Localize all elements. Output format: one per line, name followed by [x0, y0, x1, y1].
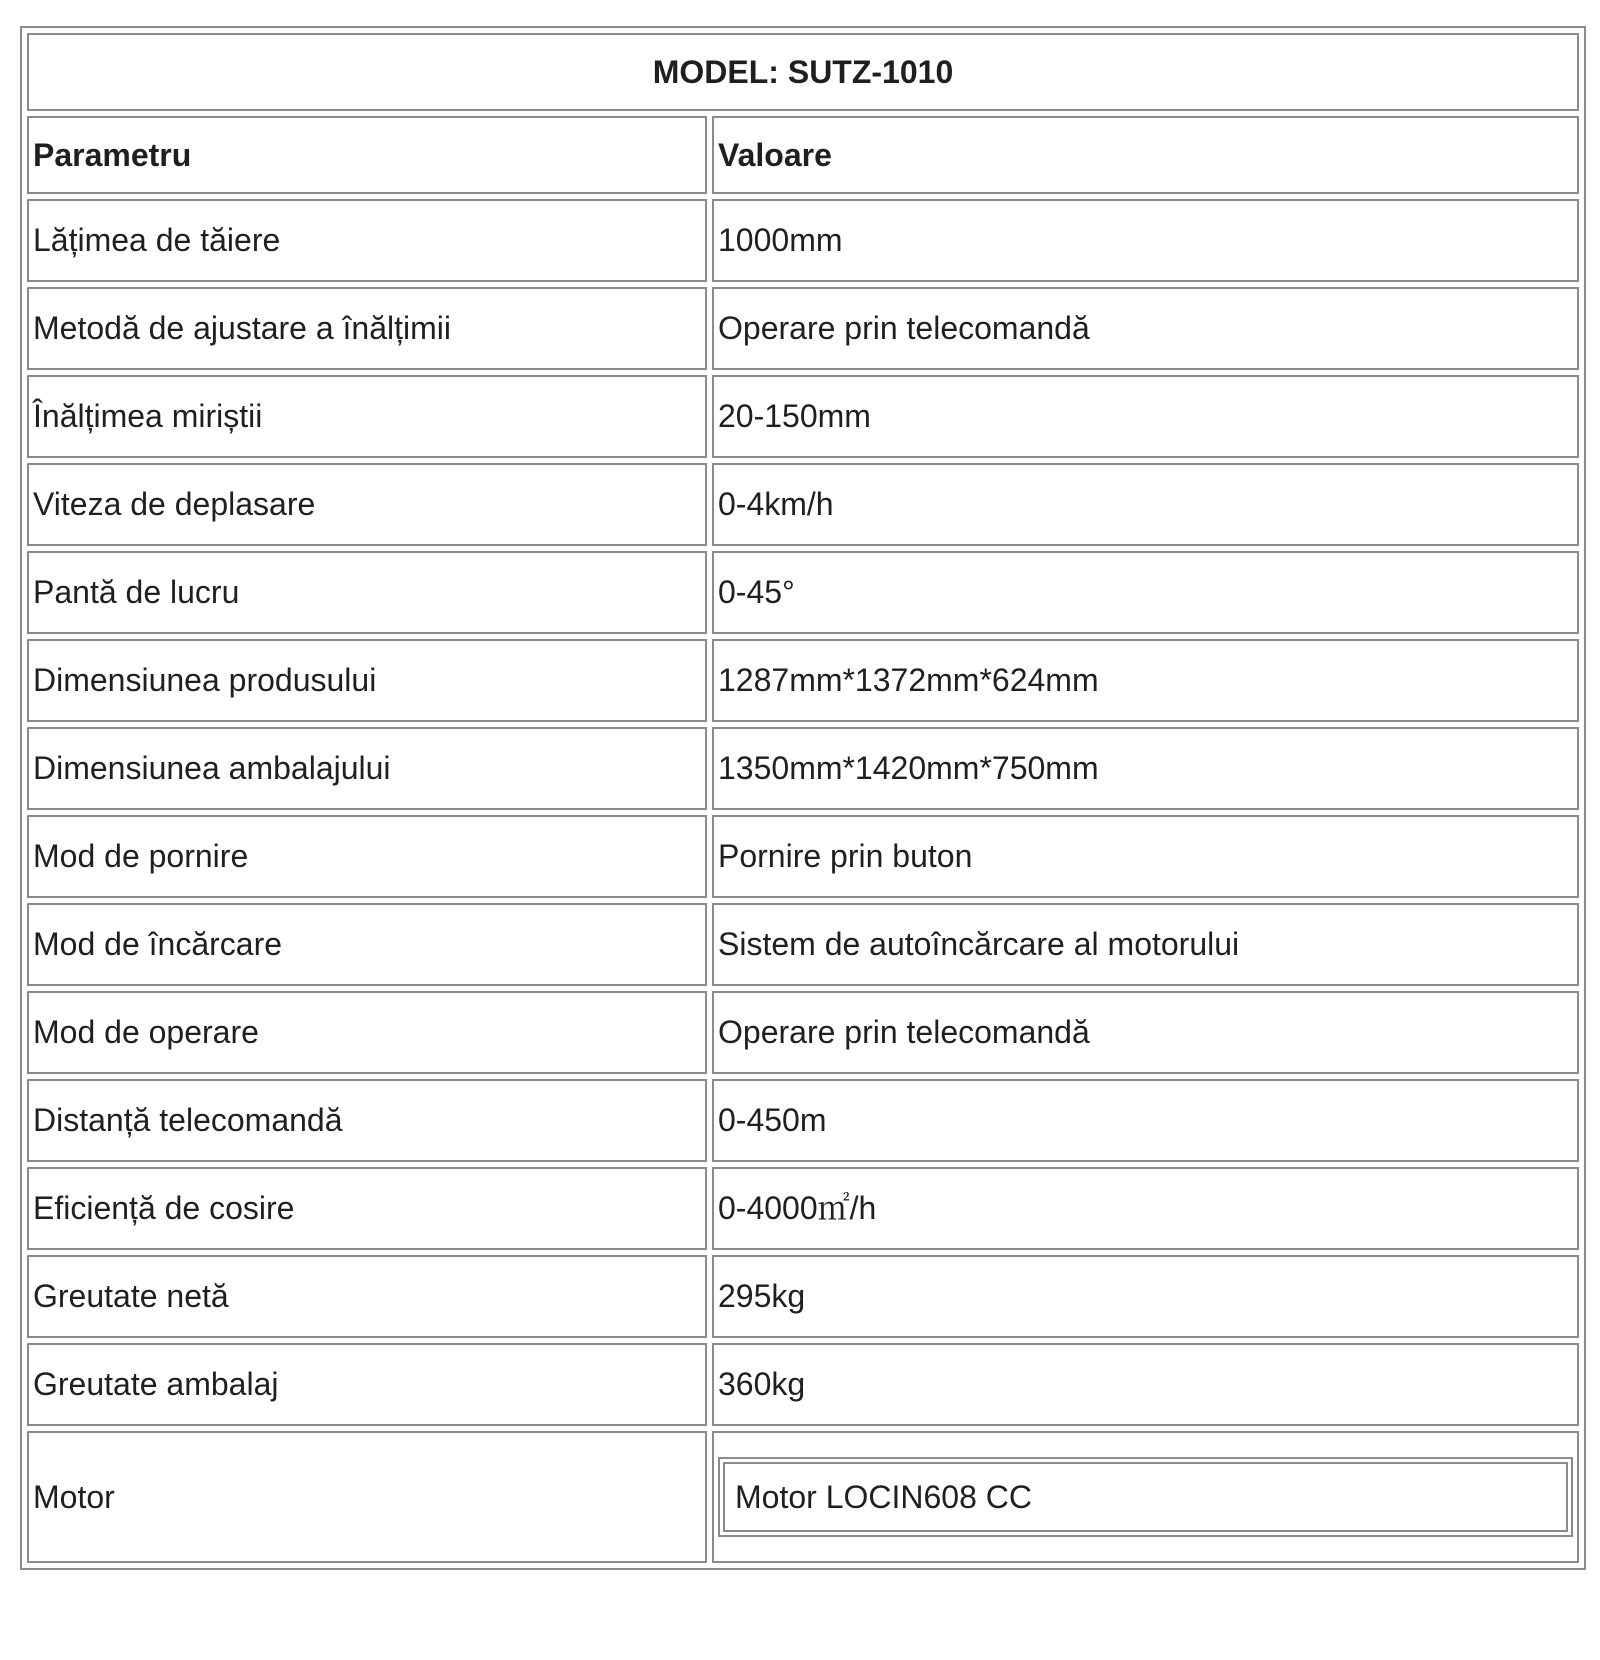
value-cell: Operare prin telecomandă: [712, 287, 1579, 370]
param-cell: Mod de pornire: [27, 815, 707, 898]
value-cell: Pornire prin buton: [712, 815, 1579, 898]
value-cell: Operare prin telecomandă: [712, 991, 1579, 1074]
spec-table: [20, 26, 1586, 1570]
param-cell: Viteza de deplasare: [27, 463, 707, 546]
value-cell: 0-4km/h: [712, 463, 1579, 546]
table-row: [27, 199, 1579, 282]
value-cell: 360kg: [712, 1343, 1579, 1426]
param-cell: Eficiență de cosire: [27, 1167, 707, 1250]
header-value: Valoare: [712, 116, 1579, 194]
table-row: [27, 815, 1579, 898]
param-cell: Distanță telecomandă: [27, 1079, 707, 1162]
title-row: [27, 33, 1579, 111]
value-cell-nested: [712, 1431, 1579, 1563]
value-cell: 0-45°: [712, 551, 1579, 634]
value-cell: 1000mm: [712, 199, 1579, 282]
param-cell: Greutate netă: [27, 1255, 707, 1338]
table-row: [27, 727, 1579, 810]
model-title: MODEL: SUTZ-1010: [27, 33, 1579, 111]
value-cell: 0-4000㎡/h: [712, 1167, 1579, 1250]
value-cell: Sistem de autoîncărcare al motorului: [712, 903, 1579, 986]
spec-table-container: [20, 26, 1586, 1570]
param-cell: Lățimea de tăiere: [27, 199, 707, 282]
param-cell: Dimensiunea ambalajului: [27, 727, 707, 810]
table-row: [27, 991, 1579, 1074]
param-cell: Metodă de ajustare a înălțimii: [27, 287, 707, 370]
value-cell: 1287mm*1372mm*624mm: [712, 639, 1579, 722]
table-row: [27, 1343, 1579, 1426]
nested-table: [718, 1457, 1573, 1537]
param-cell: Dimensiunea produsului: [27, 639, 707, 722]
table-row-motor: [27, 1431, 1579, 1563]
header-row: [27, 116, 1579, 194]
param-cell: Motor: [27, 1431, 707, 1563]
table-row: [27, 287, 1579, 370]
nested-value-cell: Motor LOCIN608 CC: [723, 1462, 1568, 1532]
param-cell: Înălțimea miriștii: [27, 375, 707, 458]
value-cell: 20-150mm: [712, 375, 1579, 458]
table-row: [27, 463, 1579, 546]
header-param: Parametru: [27, 116, 707, 194]
param-cell: Pantă de lucru: [27, 551, 707, 634]
value-cell: 0-450m: [712, 1079, 1579, 1162]
param-cell: Mod de încărcare: [27, 903, 707, 986]
table-row: [27, 375, 1579, 458]
param-cell: Mod de operare: [27, 991, 707, 1074]
table-row: [27, 639, 1579, 722]
table-row: [27, 1167, 1579, 1250]
table-row: [27, 1255, 1579, 1338]
value-cell: 1350mm*1420mm*750mm: [712, 727, 1579, 810]
value-cell: 295kg: [712, 1255, 1579, 1338]
table-row: [27, 903, 1579, 986]
table-row: [27, 1079, 1579, 1162]
table-row: [27, 551, 1579, 634]
param-cell: Greutate ambalaj: [27, 1343, 707, 1426]
